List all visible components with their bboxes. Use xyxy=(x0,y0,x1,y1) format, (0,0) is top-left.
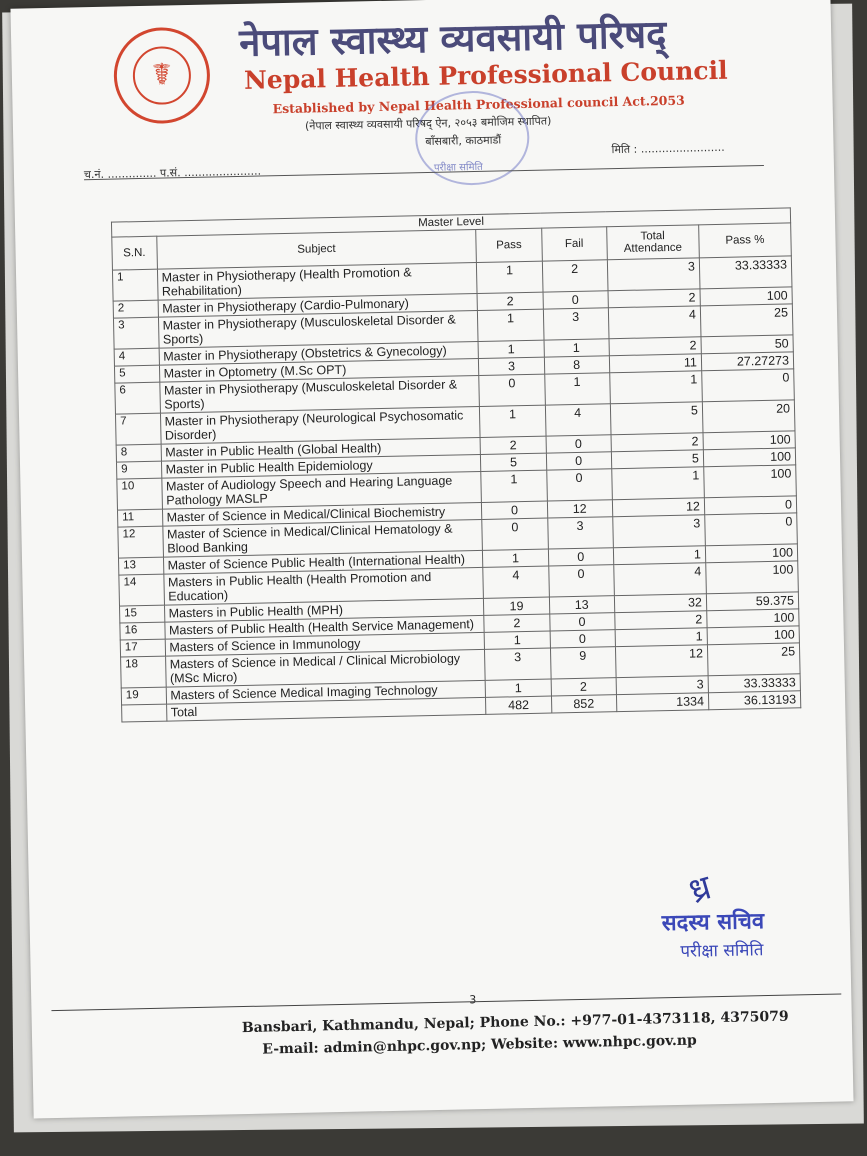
signatory-title: सदस्य सचिव xyxy=(661,909,765,937)
row-pass: 3 xyxy=(485,648,551,680)
title-english: Nepal Health Professional Council xyxy=(243,55,728,95)
row-pass-percent: 100 xyxy=(700,287,792,306)
row-subject: Master in Physiotherapy (Cardio-Pulmonary) xyxy=(158,293,478,317)
row-subject: Master in Public Health Epidemiology xyxy=(161,454,481,478)
results-table xyxy=(111,207,801,722)
row-total: 12 xyxy=(615,645,708,678)
council-logo-icon xyxy=(113,27,211,125)
row-total: 2 xyxy=(608,289,700,308)
row-sn: 15 xyxy=(120,605,165,623)
row-subject: Masters of Public Health (Health Service Management) xyxy=(164,615,484,639)
total-row-sn xyxy=(122,704,167,722)
letterhead-page xyxy=(10,0,853,1118)
total-fail: 852 xyxy=(551,695,617,713)
reference-number-line: च.नं. .............. प.सं. ...................... xyxy=(83,164,262,182)
row-pass-percent: 0 xyxy=(702,369,795,402)
row-pass: 2 xyxy=(477,292,543,310)
row-sn: 8 xyxy=(116,444,161,462)
row-fail: 4 xyxy=(545,404,611,436)
row-pass-percent: 100 xyxy=(704,465,797,498)
row-pass-percent: 27.27273 xyxy=(701,352,793,371)
row-pass-percent: 25 xyxy=(707,643,800,676)
caduceus-icon: ☤ xyxy=(132,46,191,105)
row-total: 12 xyxy=(612,498,704,517)
row-subject: Master of Science Public Health (International Health) xyxy=(163,550,483,574)
footer-address: Bansbari, Kathmandu, Nepal; Phone No.: +977-01-4373118, 4375079 xyxy=(241,1008,789,1037)
column-header-total-attendance: Total Attendance xyxy=(606,225,699,260)
row-total: 3 xyxy=(616,676,708,695)
row-fail: 1 xyxy=(544,339,610,357)
row-total: 2 xyxy=(614,611,706,630)
row-sn: 7 xyxy=(115,413,160,445)
row-subject: Masters of Science in Medical / Clinical Microbiology (MSc Micro) xyxy=(165,649,485,687)
row-subject: Master in Physiotherapy (Musculoskeletal Disorder & Sports) xyxy=(159,375,479,413)
date-line: मिति : ........................ xyxy=(611,140,725,157)
total-pass-percent: 36.13193 xyxy=(708,691,800,710)
row-pass: 2 xyxy=(484,614,550,632)
row-fail: 0 xyxy=(548,548,614,566)
page-number: 3 xyxy=(469,993,477,1007)
row-pass: 1 xyxy=(477,261,543,293)
row-total: 2 xyxy=(611,433,703,452)
title-nepali: नेपाल स्वास्थ्य व्यवसायी परिषद् xyxy=(238,11,667,65)
row-fail: 0 xyxy=(546,435,612,453)
row-sn: 18 xyxy=(121,656,166,688)
row-pass: 0 xyxy=(482,501,548,519)
row-sn: 3 xyxy=(113,317,158,349)
row-pass: 4 xyxy=(483,566,549,598)
row-fail: 0 xyxy=(549,613,615,631)
row-pass-percent: 33.33333 xyxy=(708,674,800,693)
row-sn: 14 xyxy=(119,574,164,606)
row-pass-percent: 0 xyxy=(705,513,798,546)
row-pass-percent: 100 xyxy=(705,544,797,563)
row-pass: 3 xyxy=(479,357,545,375)
row-subject: Master in Optometry (M.Sc OPT) xyxy=(159,358,479,382)
established-nepali: (नेपाल स्वास्थ्य व्यवसायी परिषद् ऐन, २०५३ बमोजिम स्थापित) xyxy=(304,114,552,133)
row-pass: 1 xyxy=(478,340,544,358)
row-fail: 3 xyxy=(547,517,613,549)
row-subject: Masters of Science Medical Imaging Technology xyxy=(166,680,486,704)
row-sn: 6 xyxy=(115,382,160,414)
row-subject: Masters in Public Health (MPH) xyxy=(164,598,484,622)
row-pass-percent: 33.33333 xyxy=(699,256,792,289)
row-sn: 13 xyxy=(118,557,163,575)
row-fail: 0 xyxy=(548,565,614,597)
row-pass: 19 xyxy=(484,597,550,615)
stamp-label: परीक्षा समिति xyxy=(433,161,483,174)
row-pass: 5 xyxy=(481,453,547,471)
row-total: 5 xyxy=(611,450,703,469)
row-subject: Master in Physiotherapy (Neurological Psychosomatic Disorder) xyxy=(160,406,480,444)
row-total: 11 xyxy=(609,354,701,373)
address-nepali: बाँसबारी, काठमाडौं xyxy=(425,133,502,149)
row-sn: 1 xyxy=(112,269,157,301)
row-pass: 1 xyxy=(481,470,547,502)
row-pass: 1 xyxy=(485,679,551,697)
row-subject: Master in Physiotherapy (Musculoskeletal Disorder & Sports) xyxy=(158,310,478,348)
row-subject: Master of Science in Medical/Clinical Hematology & Blood Banking xyxy=(162,519,482,557)
row-fail: 0 xyxy=(546,452,612,470)
row-pass: 1 xyxy=(484,631,550,649)
row-total: 4 xyxy=(613,563,706,596)
row-fail: 8 xyxy=(544,356,610,374)
row-fail: 0 xyxy=(546,469,612,501)
row-total: 5 xyxy=(610,402,703,435)
row-sn: 19 xyxy=(121,687,166,705)
row-sn: 11 xyxy=(117,509,162,527)
signature-mark: ध्र xyxy=(684,867,716,912)
row-subject: Master of Science in Medical/Clinical Biochemistry xyxy=(162,502,482,526)
row-sn: 5 xyxy=(114,365,159,383)
row-total: 1 xyxy=(611,467,704,500)
row-sn: 16 xyxy=(120,622,165,640)
row-fail: 2 xyxy=(542,260,608,292)
row-pass-percent: 100 xyxy=(706,561,799,594)
row-subject: Masters in Public Health (Health Promotion and Education) xyxy=(163,567,483,605)
row-fail: 12 xyxy=(547,500,613,518)
row-fail: 13 xyxy=(549,596,615,614)
row-fail: 0 xyxy=(550,630,616,648)
row-pass-percent: 100 xyxy=(703,448,795,467)
row-subject: Master of Audiology Speech and Hearing Language Pathology MASLP xyxy=(161,471,481,509)
column-header-pass-percent: Pass % xyxy=(698,223,791,258)
row-pass: 1 xyxy=(478,309,544,341)
row-pass-percent: 59.375 xyxy=(706,592,798,611)
row-total: 32 xyxy=(614,594,706,613)
column-header-sn: S.N. xyxy=(112,236,157,270)
row-total: 1 xyxy=(613,546,705,565)
row-subject: Master in Physiotherapy (Obstetrics & Gynecology) xyxy=(159,341,479,365)
row-sn: 2 xyxy=(113,300,158,318)
established-line: Established by Nepal Health Professional council Act.2053 xyxy=(272,92,685,117)
row-fail: 0 xyxy=(543,291,609,309)
row-subject: Master in Public Health (Global Health) xyxy=(161,437,481,461)
row-sn: 4 xyxy=(114,348,159,366)
row-pass: 2 xyxy=(480,436,546,454)
footer-contact: E-mail: admin@nhpc.gov.np; Website: www.nhpc.gov.np xyxy=(262,1032,697,1058)
row-pass-percent: 100 xyxy=(707,626,799,645)
row-pass: 1 xyxy=(480,405,546,437)
row-pass-percent: 100 xyxy=(703,431,795,450)
row-subject: Masters of Science in Immunology xyxy=(165,632,485,656)
total-pass: 482 xyxy=(486,696,552,714)
table-level-heading: Master Level xyxy=(111,208,790,237)
row-subject: Master in Physiotherapy (Health Promotion & Rehabilitation) xyxy=(157,262,477,300)
row-total: 2 xyxy=(609,337,701,356)
footer-divider xyxy=(51,994,841,1012)
row-sn: 9 xyxy=(116,461,161,479)
row-fail: 1 xyxy=(544,373,610,405)
row-total: 3 xyxy=(607,258,700,291)
row-total: 3 xyxy=(612,515,705,548)
row-pass-percent: 0 xyxy=(704,496,796,515)
row-pass: 1 xyxy=(483,549,549,567)
total-label: Total xyxy=(166,697,486,721)
row-total: 4 xyxy=(608,306,701,339)
row-pass: 0 xyxy=(482,518,548,550)
row-sn: 17 xyxy=(120,639,165,657)
row-total: 1 xyxy=(615,628,707,647)
column-header-pass: Pass xyxy=(476,228,542,262)
row-pass-percent: 20 xyxy=(702,400,795,433)
column-header-subject: Subject xyxy=(156,230,476,270)
row-fail: 9 xyxy=(550,647,616,679)
row-sn: 10 xyxy=(117,478,162,510)
total-attendance: 1334 xyxy=(616,693,708,712)
row-fail: 2 xyxy=(551,678,617,696)
row-fail: 3 xyxy=(543,308,609,340)
row-pass-percent: 50 xyxy=(701,335,793,354)
row-pass: 0 xyxy=(479,374,545,406)
row-total: 1 xyxy=(609,371,702,404)
signatory-committee: परीक्षा समिति xyxy=(680,940,764,962)
column-header-fail: Fail xyxy=(541,227,607,261)
row-pass-percent: 25 xyxy=(700,304,793,337)
row-sn: 12 xyxy=(118,526,163,558)
row-pass-percent: 100 xyxy=(707,609,799,628)
